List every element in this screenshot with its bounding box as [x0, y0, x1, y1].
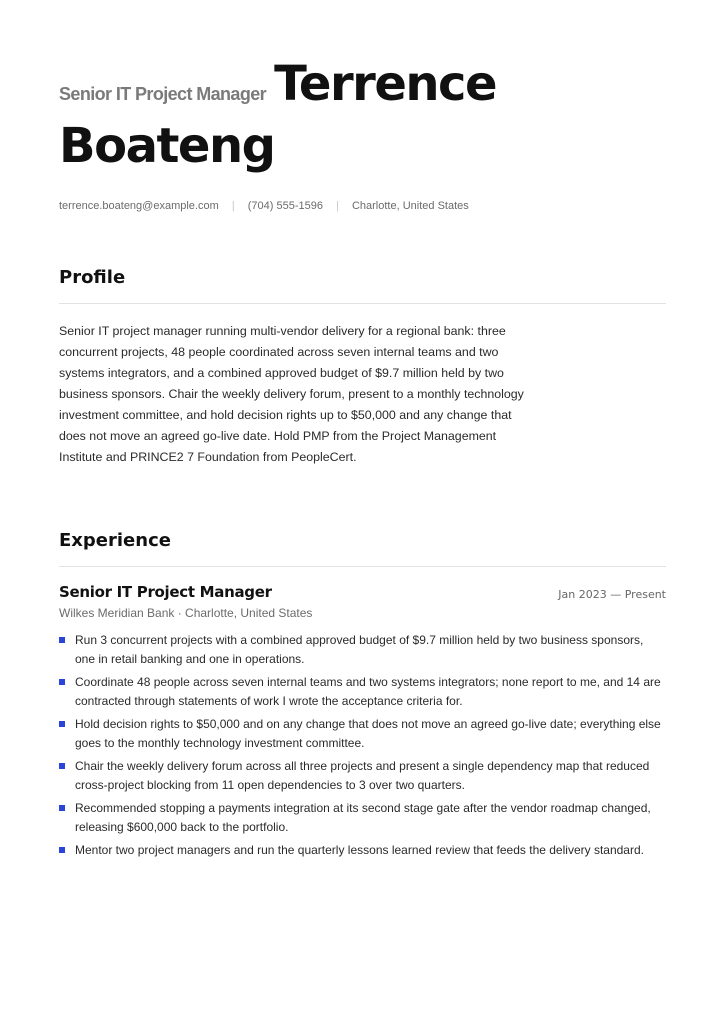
profile-summary: Senior IT project manager running multi-vendor delivery for a regional bank: three concurrent projects, 48 people coordinated across seven internal teams and two systems integrators, and a combined approved budget of $9.7 million held by two business sponsors. Chair the weekly delivery forum, present to a monthly technology investment committee, and hold decision rights up to $50,000 and any change that does not move an agreed go-live date. Hold PMP from the Project Management Institute and PRINCE2 7 Foundation from PeopleCert.	[59, 324, 524, 464]
bullet-square-icon	[59, 679, 65, 685]
contact-email: terrence.boateng@example.com	[59, 200, 219, 212]
contact-separator: |	[336, 200, 339, 212]
job-bullet	[59, 841, 666, 860]
job-bullet	[59, 631, 666, 668]
bullet-square-icon	[59, 805, 65, 811]
resume-header	[59, 58, 659, 172]
first-name: Terrence	[274, 56, 497, 112]
last-name: Boateng	[59, 118, 275, 174]
bullet-text: Coordinate 48 people across seven internal teams and two systems integrators; none report to me, and 14 are contracted through statements of work I wrote the acceptance criteria for.	[75, 675, 661, 708]
bullet-square-icon	[59, 721, 65, 727]
bullet-text: Hold decision rights to $50,000 and on any change that does not move an agreed go-live date; everything else goes to the monthly technology investment committee.	[75, 717, 661, 750]
bullet-text: Chair the weekly delivery forum across all three projects and present a single dependency map that reduced cross-project blocking from 11 open dependencies to 3 over two quarters.	[75, 759, 650, 792]
bullet-square-icon	[59, 637, 65, 643]
contact-line	[59, 200, 469, 212]
job-bullet	[59, 757, 666, 794]
profile-divider	[59, 303, 666, 304]
full-name	[59, 58, 659, 172]
bullet-text: Recommended stopping a payments integration at its second stage gate after the vendor roadmap changed, releasing $600,000 back to the portfolio.	[75, 801, 651, 834]
contact-phone: (704) 555-1596	[247, 200, 323, 212]
contact-location: Charlotte, United States	[351, 200, 469, 212]
job-dates: Jan 2023 — Present	[558, 588, 666, 601]
job-bullet	[59, 673, 666, 710]
job-subtitle: Senior IT Project Manager	[59, 84, 267, 104]
job-bullet	[59, 799, 666, 836]
job-bullet	[59, 715, 666, 752]
contact-separator: |	[231, 200, 235, 212]
job-bullets	[59, 631, 666, 865]
bullet-text: Mentor two project managers and run the quarterly lessons learned review that feeds the delivery standard.	[75, 843, 644, 857]
job-organization: Wilkes Meridian Bank · Charlotte, United States	[59, 606, 313, 620]
bullet-square-icon	[59, 847, 65, 853]
profile-heading: Profile	[59, 267, 126, 288]
job-title: Senior IT Project Manager	[59, 583, 272, 601]
experience-heading: Experience	[59, 530, 171, 551]
experience-divider	[59, 566, 666, 567]
bullet-text: Run 3 concurrent projects with a combined approved budget of $9.7 million held by two business sponsors, one in retail banking and one in operations.	[75, 633, 644, 666]
bullet-square-icon	[59, 763, 65, 769]
